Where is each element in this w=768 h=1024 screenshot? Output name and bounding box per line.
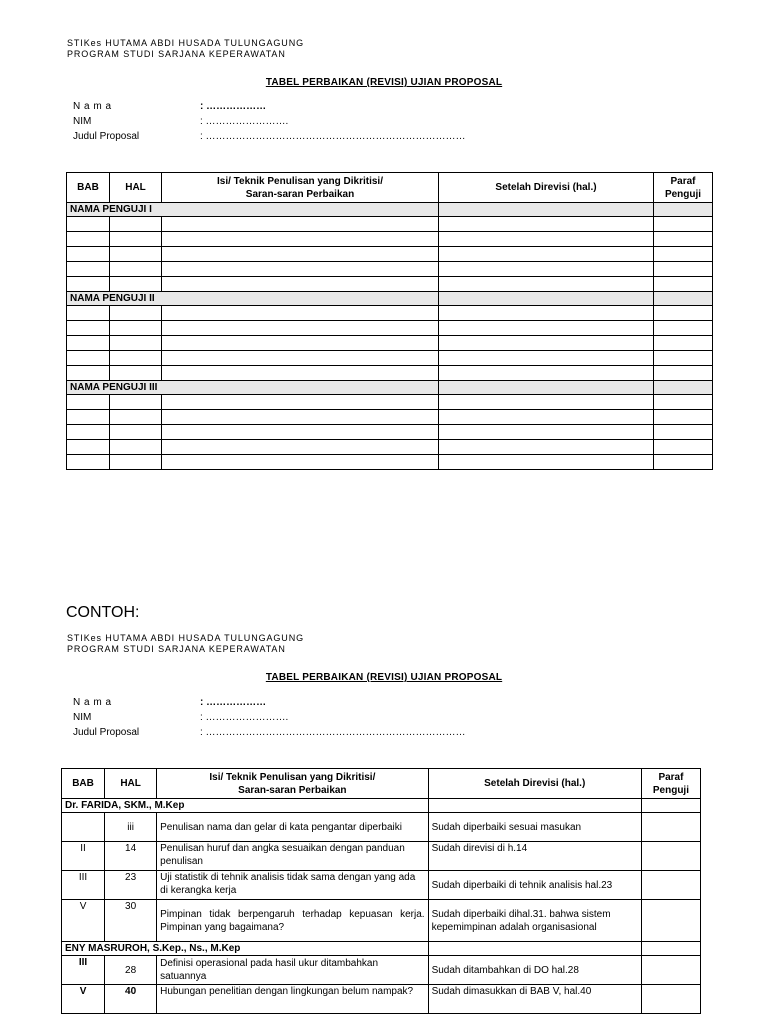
form-title: TABEL PERBAIKAN (REVISI) UJIAN PROPOSAL: [265, 77, 503, 88]
header-row: [67, 173, 713, 203]
cell-paraf: [641, 900, 700, 942]
cell-bab: II: [62, 842, 105, 871]
table-row[interactable]: [67, 277, 713, 292]
cell-hal: 28: [105, 956, 157, 985]
nama-label: N a m a: [73, 101, 112, 112]
header-isi: Isi/ Teknik Penulisan yang Dikritisi/ Saran-saran Perbaikan: [162, 173, 439, 203]
examiner-name: ENY MASRUROH, S.Kep., Ns., M.Kep: [62, 942, 429, 956]
institution-name: STIKes HUTAMA ABDI HUSADA TULUNGAGUNG: [67, 38, 305, 48]
judul-label-example: Judul Proposal: [73, 727, 140, 738]
table-row[interactable]: [67, 440, 713, 455]
institution-name-example: STIKes HUTAMA ABDI HUSADA TULUNGAGUNG: [67, 633, 305, 643]
cell-bab: V: [62, 985, 105, 1014]
cell-bab: V: [62, 900, 105, 942]
header-paraf: Paraf Penguji: [641, 769, 700, 799]
section-penguji-3: [67, 381, 713, 395]
cell-isi: Penulisan huruf dan angka sesuaikan dengan panduan penulisan: [157, 842, 428, 871]
table-row[interactable]: [67, 336, 713, 351]
table-row: [62, 900, 701, 942]
judul-value-example: : ……………………………………………………………………: [200, 727, 466, 738]
section-penguji-2: [67, 292, 713, 306]
cell-setelah: Sudah direvisi di h.14: [428, 842, 641, 871]
table-row[interactable]: [67, 247, 713, 262]
table-row[interactable]: [67, 217, 713, 232]
nama-value-example: : ………………: [200, 697, 267, 708]
section-penguji-1: [67, 203, 713, 217]
cell-paraf: [641, 985, 700, 1014]
nim-value-example: : …………………….: [200, 712, 289, 723]
table-row[interactable]: [67, 306, 713, 321]
cell-bab: III: [62, 871, 105, 900]
table-row[interactable]: [67, 351, 713, 366]
cell-isi: Pimpinan tidak berpengaruh terhadap kepuasan kerja. Pimpinan yang bagaimana?: [157, 900, 428, 942]
header-setelah: Setelah Direvisi (hal.): [439, 173, 654, 203]
table-row: [62, 985, 701, 1014]
table-row[interactable]: [67, 395, 713, 410]
table-row: [62, 813, 701, 842]
cell-hal: 30: [105, 900, 157, 942]
program-name: PROGRAM STUDI SARJANA KEPERAWATAN: [67, 49, 286, 59]
judul-value: : ……………………………………………………………………: [200, 131, 466, 142]
header-bab: BAB: [67, 173, 110, 203]
section-label: NAMA PENGUJI III: [67, 381, 439, 395]
table-row: [62, 842, 701, 871]
table-row: [62, 871, 701, 900]
header-paraf: Paraf Penguji: [654, 173, 713, 203]
table-row: [62, 956, 701, 985]
cell-bab: III: [62, 956, 105, 985]
header-hal: HAL: [105, 769, 157, 799]
table-row[interactable]: [67, 321, 713, 336]
examiner-2-row: [62, 942, 701, 956]
nim-value: : …………………….: [200, 116, 289, 127]
section-label: NAMA PENGUJI II: [67, 292, 439, 306]
section-label: NAMA PENGUJI I: [67, 203, 439, 217]
cell-hal: 23: [105, 871, 157, 900]
cell-hal: 40: [105, 985, 157, 1014]
cell-paraf: [641, 813, 700, 842]
cell-hal: 14: [105, 842, 157, 871]
nim-label-example: NIM: [73, 712, 92, 723]
contoh-heading: CONTOH:: [66, 604, 140, 621]
form-title-example: TABEL PERBAIKAN (REVISI) UJIAN PROPOSAL: [265, 672, 503, 683]
table-row[interactable]: [67, 425, 713, 440]
cell-isi: Definisi operasional pada hasil ukur ditambahkan satuannya: [157, 956, 428, 985]
nama-label-example: N a m a: [73, 697, 112, 708]
header-row: [62, 769, 701, 799]
cell-paraf: [641, 871, 700, 900]
cell-setelah: Sudah ditambahkan di DO hal.28: [428, 956, 641, 985]
cell-paraf: [641, 842, 700, 871]
table-row[interactable]: [67, 366, 713, 381]
cell-isi: Hubungan penelitian dengan lingkungan belum nampak?: [157, 985, 428, 1014]
table-row[interactable]: [67, 232, 713, 247]
cell-bab: [62, 813, 105, 842]
header-isi: Isi/ Teknik Penulisan yang Dikritisi/ Saran-saran Perbaikan: [157, 769, 428, 799]
cell-isi: Uji statistik di tehnik analisis tidak sama dengan yang ada di kerangka kerja: [157, 871, 428, 900]
table-row[interactable]: [67, 455, 713, 470]
cell-setelah: Sudah diperbaiki sesuai masukan: [428, 813, 641, 842]
judul-label: Judul Proposal: [73, 131, 140, 142]
table-row[interactable]: [67, 262, 713, 277]
cell-setelah: Sudah diperbaiki dihal.31. bahwa sistem kepemimpinan adalah organisasional: [428, 900, 641, 942]
examiner-name: Dr. FARIDA, SKM., M.Kep: [62, 799, 429, 813]
table-row[interactable]: [67, 410, 713, 425]
cell-setelah: Sudah diperbaiki di tehnik analisis hal.23: [428, 871, 641, 900]
nim-label: NIM: [73, 116, 92, 127]
header-setelah: Setelah Direvisi (hal.): [428, 769, 641, 799]
cell-hal: iii: [105, 813, 157, 842]
program-name-example: PROGRAM STUDI SARJANA KEPERAWATAN: [67, 644, 286, 654]
revision-table-blank: [66, 172, 713, 470]
header-bab: BAB: [62, 769, 105, 799]
revision-table-example: [61, 768, 701, 1014]
cell-setelah: Sudah dimasukkan di BAB V, hal.40: [428, 985, 641, 1014]
nama-value: : ………………: [200, 101, 267, 112]
examiner-1-row: [62, 799, 701, 813]
cell-paraf: [641, 956, 700, 985]
cell-isi: Penulisan nama dan gelar di kata pengantar diperbaiki: [157, 813, 428, 842]
header-hal: HAL: [110, 173, 162, 203]
